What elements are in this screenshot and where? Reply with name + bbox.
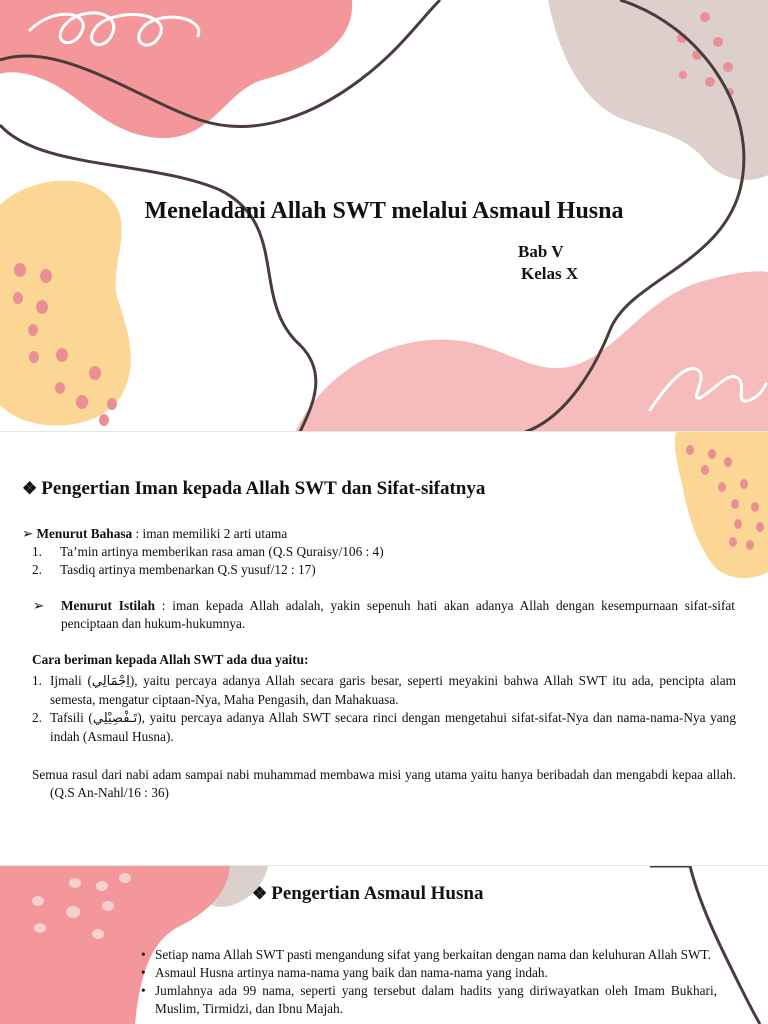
arrow-bullet-icon: ➢ xyxy=(33,598,45,613)
istilah-section xyxy=(33,597,735,633)
bahasa-section xyxy=(22,525,742,579)
asmaul-husna-points xyxy=(137,946,717,1018)
diamond-bullet-icon: ❖ xyxy=(22,479,38,498)
list-item: 2. Tafsili (تَـفْصِيْلِي), yaitu percaya adanya Allah SWT secara rinci dengan mengetahui sifat-sifat-Nya dan nama-nama-Nya yang indah (Asmaul Husna). xyxy=(32,710,736,744)
istilah-label: Menurut Istilah xyxy=(61,598,155,613)
slide-subtitle xyxy=(518,241,578,285)
list-item: • Setiap nama Allah SWT pasti mengandung sifat yang berkaitan dengan nama dan keluhuran Allah SWT. xyxy=(137,946,717,964)
list-item: • Jumlahnya ada 99 nama, seperti yang tersebut dalam hadits yang diriwayatkan oleh Imam Bukhari, Muslim, Tirmidzi, dan Ibnu Majah. xyxy=(137,982,717,1018)
cara-heading: Cara beriman kepada Allah SWT ada dua yaitu: xyxy=(32,652,309,667)
iman-heading: ❖ Pengertian Iman kepada Allah SWT dan Sifat-sifatnya xyxy=(22,478,486,499)
cara-section xyxy=(32,651,736,669)
title-slide xyxy=(0,0,768,432)
list-item: 1. Ta’min artinya memberikan rasa aman (Q.S Quraisy/106 : 4) xyxy=(32,544,384,559)
asmaul-husna-slide xyxy=(0,866,768,1024)
cara-list xyxy=(32,672,736,746)
list-item: 2. Tasdiq artinya membenarkan Q.S yusuf/12 : 17) xyxy=(32,562,316,577)
asmaul-husna-heading: ❖ Pengertian Asmaul Husna xyxy=(252,883,484,904)
subtitle-chapter: Bab V xyxy=(518,242,564,261)
arabic-term: تَـفْصِيْلِي xyxy=(92,711,138,726)
slide-title: Meneladani Allah SWT melalui Asmaul Husna xyxy=(144,198,624,224)
list-item: • Asmaul Husna artinya nama-nama yang baik dan nama-nama yang indah. xyxy=(137,964,717,982)
list-item: 1. Ijmali (اِجْمَالِي), yaitu percaya adanya Allah secara garis besar, seperti meyakini bahwa Allah SWT itu ada, pencipta alam semesta, mengatur ciptaan-Nya, Maha Pengasih, dan Mahakuasa. xyxy=(32,673,736,707)
istilah-text: : iman kepada Allah adalah, yakin sepenuh hati akan adanya Allah dengan kesempurnaan sifat-sifat penciptaan dan hukum-hukumnya. xyxy=(61,598,735,631)
arrow-bullet-icon: ➢ xyxy=(22,526,34,541)
subtitle-class: Kelas X xyxy=(521,264,579,283)
bahasa-text: : iman memiliki 2 arti utama xyxy=(132,526,288,541)
bahasa-label: Menurut Bahasa xyxy=(36,526,133,541)
arabic-term: اِجْمَالِي xyxy=(91,674,130,689)
diamond-bullet-icon: ❖ xyxy=(252,884,268,903)
iman-slide xyxy=(0,432,768,866)
closing-paragraph: Semua rasul dari nabi adam sampai nabi muhammad membawa misi yang utama yaitu hanya beribadah dan mengabdi kepaa allah. (Q.S An-Nahl/16 : 36) xyxy=(32,767,736,800)
